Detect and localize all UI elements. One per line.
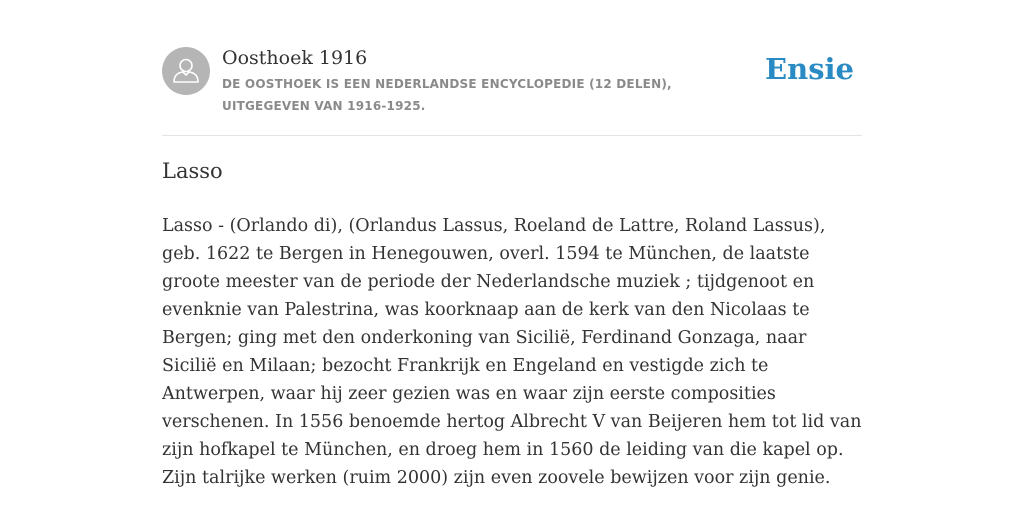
user-silhouette-icon: [162, 47, 210, 95]
ensie-logo[interactable]: Ensie: [765, 52, 854, 86]
source-avatar[interactable]: [162, 47, 210, 95]
entry-title: Lasso: [162, 159, 223, 183]
source-description: DE OOSTHOEK IS EEN NEDERLANDSE ENCYCLOPEDIE (12 DELEN), UITGEGEVEN VAN 1916-1925.: [222, 77, 672, 113]
source-title[interactable]: Oosthoek 1916: [222, 47, 368, 69]
entry-body: Lasso - (Orlando di), (Orlandus Lassus, Roeland de Lattre, Roland Lassus), geb. 1622 te Bergen in Henegouwen, overl. 1594 te München, de laatste groote meester van de periode der Nederlandsche muziek ; tijdgenoot en evenknie van Palestrina, was koorknaap aan de kerk van den Nicolaas te Bergen; ging met den onderkoning van Sicilië, Ferdinand Gonzaga, naar Sicilië en Milaan; bezocht Frankrijk en Engeland en vestigde zich te Antwerpen, waar hij zeer gezien was en waar zijn eerste composities verschenen. In 1556 benoemde hertog Albrecht V van Beijeren hem tot lid van zijn hofkapel te München, en droeg hem in 1560 de leiding van die kapel op. Zijn talrijke werken (ruim 2000) zijn even zoovele bewijzen voor zijn genie.: [162, 216, 862, 488]
source-header: [162, 44, 862, 134]
header-divider: [162, 135, 862, 136]
